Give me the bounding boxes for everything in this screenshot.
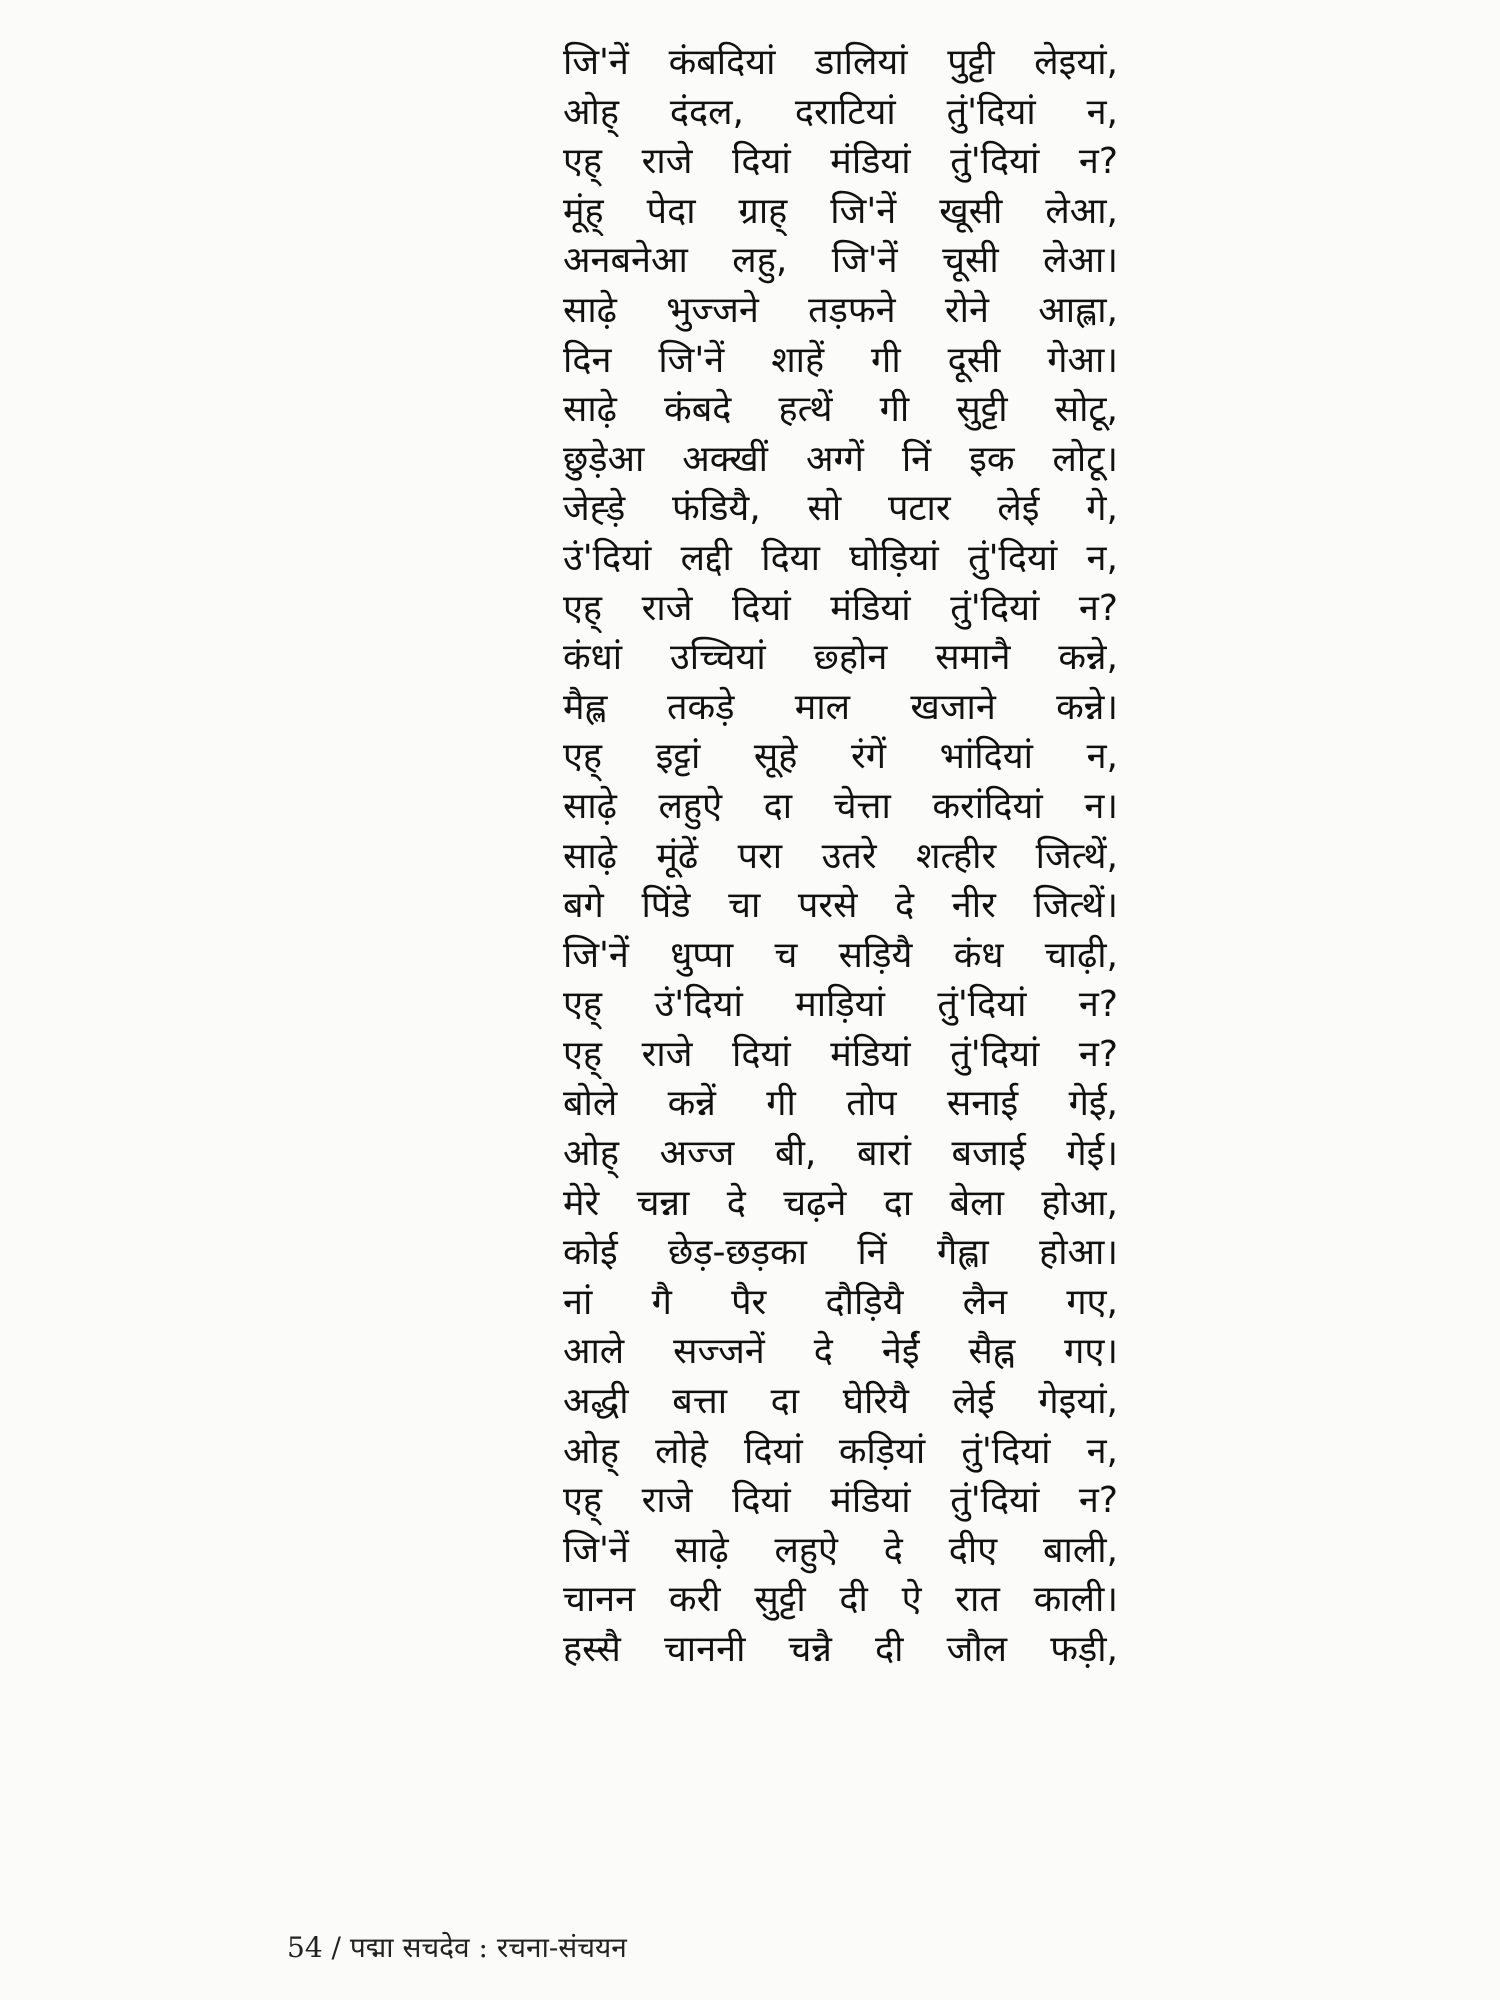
poem-text — [563, 38, 1118, 1675]
poem-line: कोई छेड़-छड़का निं गैह्ला होआ। — [563, 1232, 1118, 1274]
poem-line: जेह्ड़े फंडियै, सो पटार लेई गे, — [563, 488, 1118, 530]
poem-line: मूंह् पेदा ग्राह् जि'नें खूसी लेआ, — [563, 190, 1118, 232]
poem-line: मैह्ल तकड़े माल खजाने कन्ने। — [563, 686, 1118, 728]
poem-line: जि'नें धुप्पा च सड़ियै कंध चाढ़ी, — [563, 934, 1118, 976]
poem-line: छुड़ेआ अक्खीं अग्गें निं इक लोटू। — [563, 438, 1118, 480]
poem-line: आले सज्जनें दे नेईं सैह्न गए। — [563, 1331, 1118, 1373]
poem-line: चानन करी सुट्टी दी ऐ रात काली। — [563, 1579, 1118, 1621]
poem-line: हस्सै चाननी चन्नै दी जौल फड़ी, — [563, 1629, 1118, 1670]
poem-line: कंधां उच्चियां छ्होन समानै कन्ने, — [563, 637, 1118, 679]
poem-line: अद्धी बत्ता दा घेरियै लेई गेइयां, — [563, 1381, 1118, 1423]
poem-line: मेरे चन्ना दे चढ़ने दा बेला होआ, — [563, 1182, 1118, 1224]
poem-line: एह् राजे दियां मंडियां तुं'दियां न? — [563, 141, 1118, 183]
poem-line: एह् उं'दियां माड़ियां तुं'दियां न? — [563, 984, 1118, 1026]
poem-line: अनबनेआ लहु, जि'नें चूसी लेआ। — [563, 240, 1118, 282]
poem-line: साढ़े लहुऐ दा चेत्ता करांदियां न। — [563, 785, 1118, 827]
poem-line: एह् राजे दियां मंडियां तुं'दियां न? — [563, 1033, 1118, 1075]
poem-line: साढ़े भुज्जने तड़फने रोने आह्ला, — [563, 289, 1118, 331]
page-footer: 54 / पद्मा सचदेव : रचना-संचयन — [287, 1931, 627, 1964]
poem-line: नां गै पैर दौड़ियै लैन गए, — [563, 1281, 1118, 1323]
poem-line: जि'नें साढ़े लहुऐ दे दीए बाली, — [563, 1529, 1118, 1571]
poem-line: एह् इट्टां सूहे रंगें भांदियां न, — [563, 736, 1118, 778]
poem-line: जि'नें कंबदियां डालियां पुट्टी लेइयां, — [563, 42, 1118, 83]
poem-line: एह् राजे दियां मंडियां तुं'दियां न? — [563, 587, 1118, 629]
poem-line: ओह् लोहे दियां कड़ियां तुं'दियां न, — [563, 1430, 1118, 1472]
poem-line: साढ़े मूंढें परा उतरे शत्हीर जित्थें, — [563, 835, 1118, 877]
poem-line: उं'दियां लद्दी दिया घोड़ियां तुं'दियां न, — [563, 537, 1118, 579]
poem-line: बोले कन्नें गी तोप सनाई गेई, — [563, 1083, 1118, 1125]
poem-line: ओह् अज्ज बी, बारां बजाई गेई। — [563, 1133, 1118, 1175]
poem-line: दिन जि'नें शाहें गी दूसी गेआ। — [563, 339, 1118, 381]
poem-line: बगे पिंडे चा परसे दे नीर जित्थें। — [563, 885, 1118, 927]
poem-line: एह् राजे दियां मंडियां तुं'दियां न? — [563, 1480, 1118, 1522]
poem-line: ओह् दंदल, दराटियां तुं'दियां न, — [563, 91, 1118, 133]
poem-line: साढ़े कंबदे हत्थें गी सुट्टी सोटू, — [563, 389, 1118, 431]
